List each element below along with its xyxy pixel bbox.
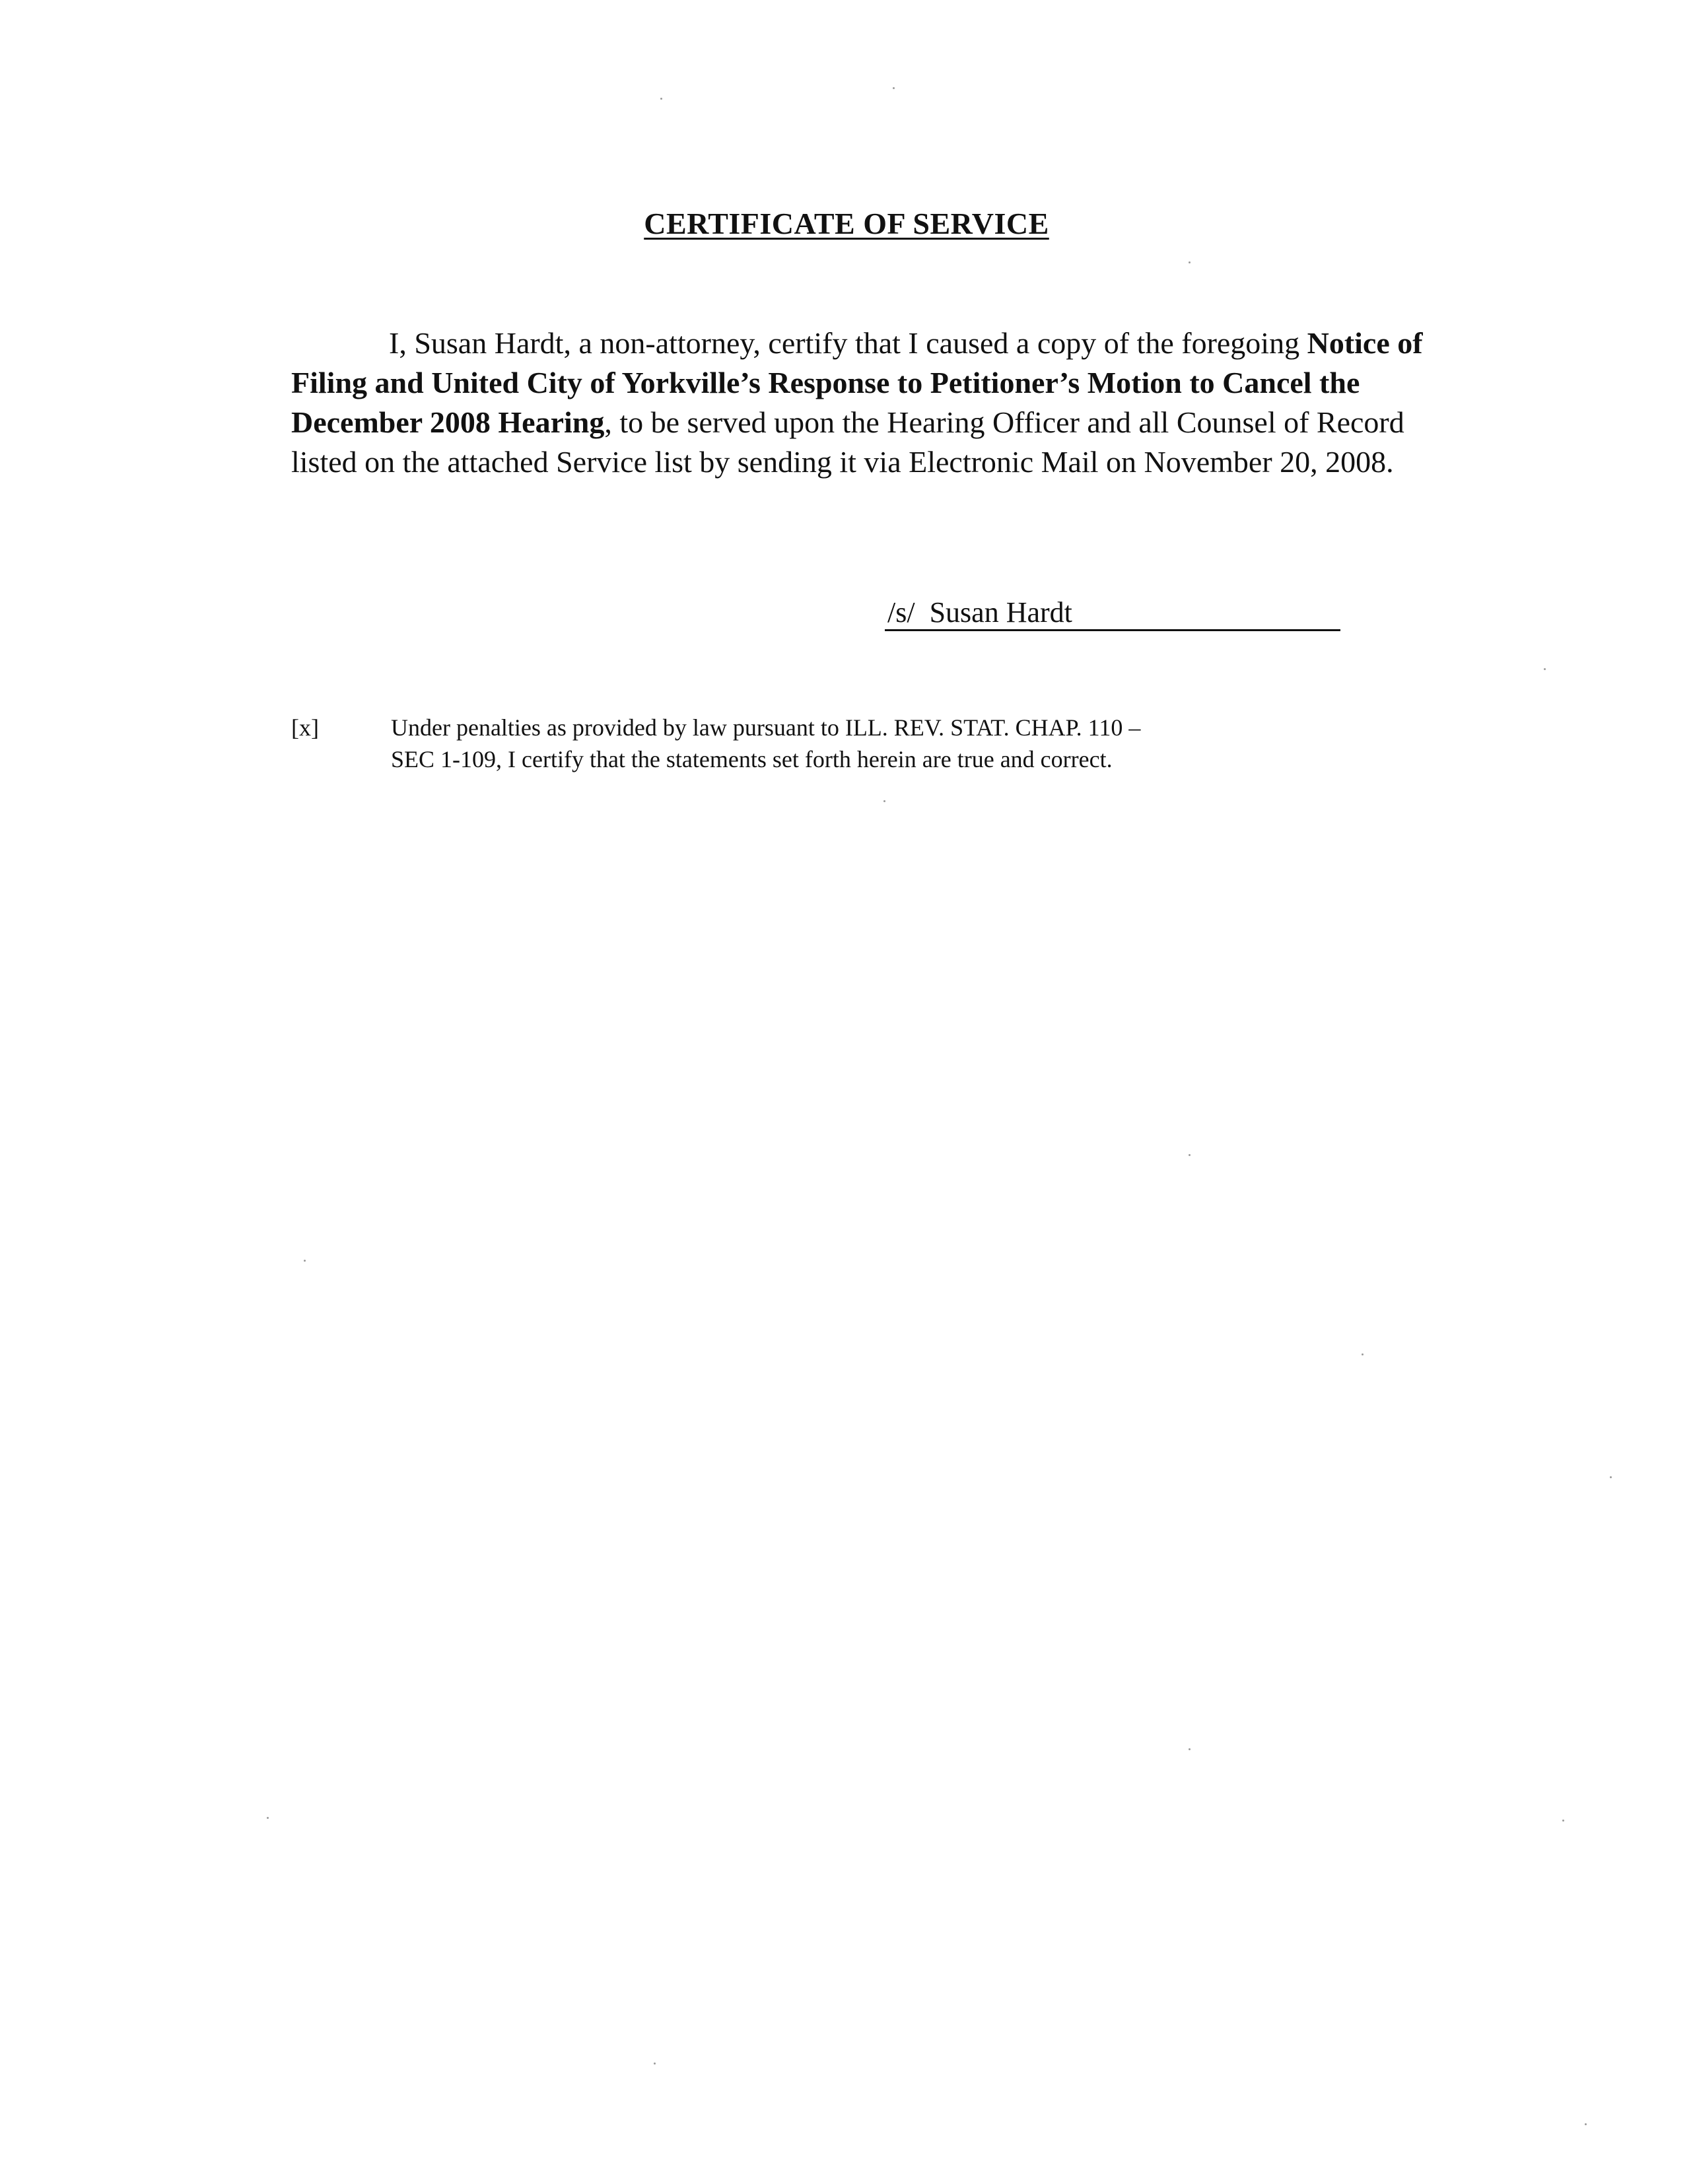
scan-speck — [654, 2063, 656, 2065]
scan-speck — [1610, 1476, 1612, 1478]
scan-speck — [893, 87, 895, 89]
scan-speck — [267, 1817, 269, 1819]
scan-speck — [1562, 1820, 1564, 1822]
attestation-text: Under penalties as provided by law pursuant to ILL. REV. STAT. CHAP. 110 – SEC 1-109, I certify that the statements set forth herein are true and correct. — [391, 714, 1141, 772]
scan-speck — [304, 1260, 306, 1262]
scan-speck — [1189, 1154, 1191, 1156]
certification-intro: I, Susan Hardt, a non-attorney, certify that I caused a copy of the foregoing — [389, 326, 1307, 360]
scan-speck — [883, 800, 885, 802]
scan-speck — [1189, 261, 1191, 263]
signature-block — [885, 593, 1340, 632]
scan-speck — [1362, 1353, 1364, 1355]
certification-details: , to be served upon the Hearing Officer and all Counsel of Record listed on the attached Service list by sending it via Electronic Mail on November 20, 2008. — [291, 405, 1404, 479]
certification-paragraph — [291, 324, 1467, 482]
scan-speck — [1585, 2123, 1587, 2125]
signature-text: /s/ Susan Hardt — [887, 596, 1072, 629]
scan-speck — [660, 98, 662, 100]
served-document-name: Notice of Filing and United City of Yorkville’s Response to Petitioner’s Motion to Cancel the December 2008 Hearing — [291, 326, 1423, 439]
scan-speck — [1544, 668, 1546, 670]
certificate-title: CERTIFICATE OF SERVICE — [644, 207, 1049, 240]
scan-speck — [1189, 1748, 1191, 1750]
attestation-checkbox: [x] — [291, 714, 319, 741]
